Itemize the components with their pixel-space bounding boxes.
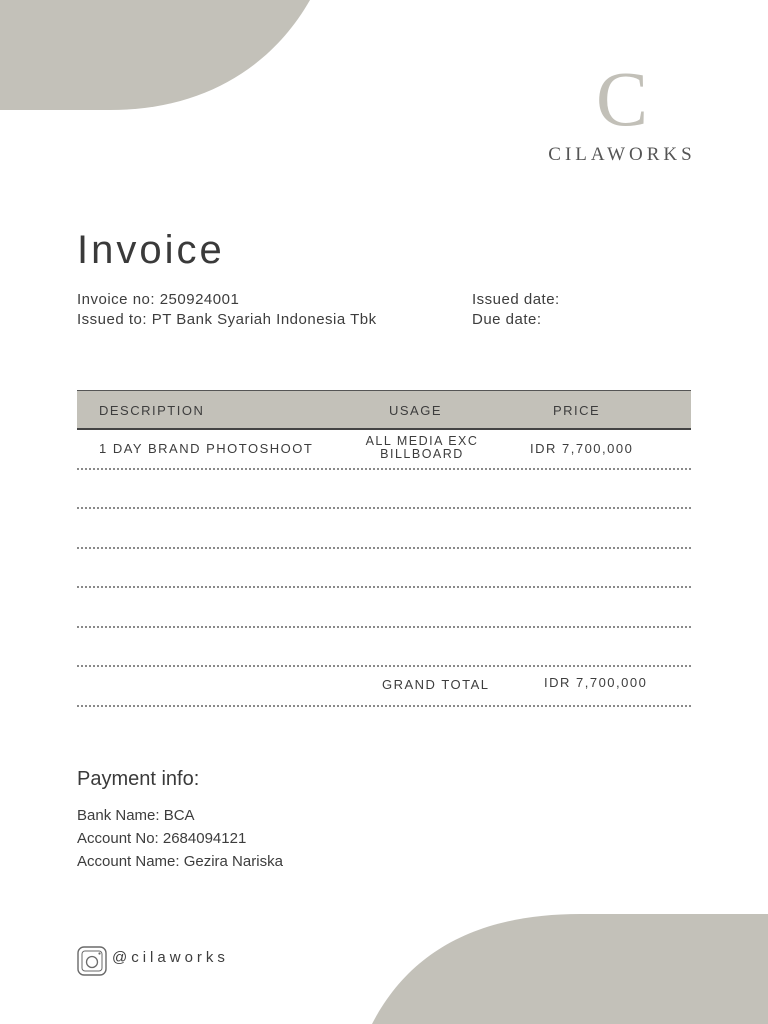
grand-total-row <box>77 667 691 707</box>
payment-title: Payment info: <box>77 768 200 790</box>
table-header <box>77 390 691 430</box>
instagram-icon <box>77 946 107 976</box>
page-title: Invoice <box>77 228 225 272</box>
issued-to: Issued to: PT Bank Syariah Indonesia Tbk <box>77 311 377 328</box>
grand-total-value: IDR 7,700,000 <box>544 675 648 690</box>
header-price: PRICE <box>553 403 601 418</box>
account-number: Account No: 2684094121 <box>77 830 247 847</box>
account-name: Account Name: Gezira Nariska <box>77 853 283 870</box>
issued-date: Issued date: <box>472 291 560 308</box>
table-row <box>77 509 691 549</box>
row-description: 1 DAY BRAND PHOTOSHOOT <box>99 441 314 456</box>
table-row <box>77 430 691 470</box>
logo-name: CILAWORKS <box>548 144 696 165</box>
bank-name: Bank Name: BCA <box>77 807 195 824</box>
table-row <box>77 549 691 589</box>
invoice-meta-left <box>77 290 377 330</box>
row-price: IDR 7,700,000 <box>530 441 634 456</box>
due-date: Due date: <box>472 311 542 328</box>
payment-info <box>77 804 283 873</box>
grand-total-label: GRAND TOTAL <box>382 677 490 692</box>
social-handle-text[interactable]: @cilaworks <box>112 949 229 966</box>
table-row <box>77 628 691 668</box>
table-row <box>77 470 691 510</box>
invoice-table <box>77 390 691 707</box>
invoice-number: Invoice no: 250924001 <box>77 291 240 308</box>
top-corner-shape <box>0 0 320 112</box>
table-row <box>77 588 691 628</box>
logo-mark: C <box>595 55 649 142</box>
header-description: DESCRIPTION <box>99 403 205 418</box>
bottom-corner-shape <box>360 910 768 1024</box>
invoice-meta-right <box>472 290 560 330</box>
row-usage: ALL MEDIA EXC BILLBOARD <box>365 434 479 461</box>
brand-logo <box>530 55 714 166</box>
header-usage: USAGE <box>389 403 443 418</box>
